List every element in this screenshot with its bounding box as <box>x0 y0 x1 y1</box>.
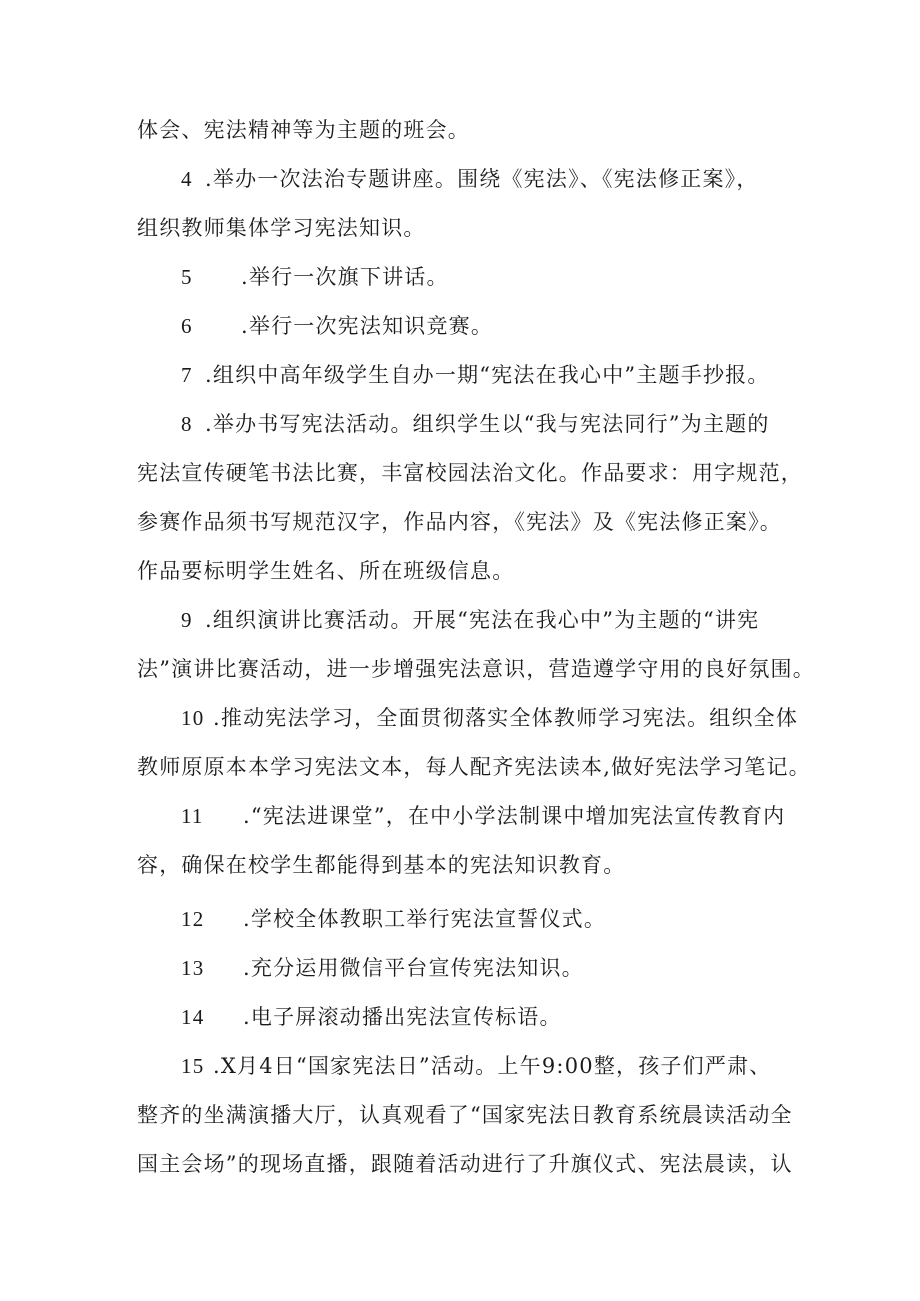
line-text: .充分运用微信平台宣传宪法知识。 <box>243 956 584 980</box>
list-item-line <box>181 1051 771 1081</box>
list-item-line <box>181 801 785 831</box>
line-text: .举办一次法治专题讲座。围绕《宪法》、《宪法修正案》， <box>205 167 759 191</box>
line-text: 体会、宪法精神等为主题的班会。 <box>137 118 470 142</box>
paragraph-line <box>137 1149 793 1179</box>
item-number: 5 <box>181 265 193 289</box>
list-item-line <box>181 164 759 194</box>
line-text: 教师原原本本学习宪法文本，每人配齐宪法读本,做好宪法学习笔记。 <box>137 755 811 779</box>
item-number: 10 <box>181 706 205 730</box>
item-number: 4 <box>181 167 193 191</box>
list-item-line <box>181 953 584 983</box>
line-text: 组织教师集体学习宪法知识。 <box>137 216 426 240</box>
line-text: 参赛作品须书写规范汉字，作品内容，《宪法》及《宪法修正案》。 <box>137 510 782 534</box>
item-number: 9 <box>181 608 193 632</box>
line-text: 国主会场”的现场直播，跟随着活动进行了升旗仪式、宪法晨读，认 <box>137 1152 793 1176</box>
line-text: .学校全体教职工举行宪法宣誓仪式。 <box>243 907 607 931</box>
item-number: 12 <box>181 907 205 931</box>
paragraph-line <box>137 654 815 684</box>
item-number: 14 <box>181 1005 205 1029</box>
line-text: .举行一次旗下讲话。 <box>241 265 449 289</box>
line-text: .推动宪法学习，全面贯彻落实全体教师学习宪法。组织全体 <box>213 706 799 730</box>
list-item-line <box>181 605 759 635</box>
line-text: 作品要标明学生姓名、所在班级信息。 <box>137 559 515 583</box>
line-text: .X月4日“国家宪法日”活动。上午9:00整，孩子们严肃、 <box>213 1054 772 1078</box>
line-text: 整齐的坐满演播大厅，认真观看了“国家宪法日教育系统晨读活动全 <box>137 1103 793 1127</box>
list-item-line <box>181 262 449 292</box>
line-text: .“宪法进课堂”，在中小学法制课中增加宪法宣传教育内 <box>243 804 786 828</box>
paragraph-line <box>137 507 782 537</box>
paragraph-line <box>137 213 426 243</box>
list-item-line <box>181 409 770 439</box>
item-number: 8 <box>181 412 193 436</box>
paragraph-line <box>137 458 803 488</box>
line-text: .组织中高年级学生自办一期“宪法在我心中”主题手抄报。 <box>205 363 770 387</box>
list-item-line <box>181 1002 562 1032</box>
line-text: 宪法宣传硬笔书法比赛，丰富校园法治文化。作品要求：用字规范， <box>137 461 803 485</box>
list-item-line <box>181 703 798 733</box>
paragraph-line <box>137 850 625 880</box>
item-number: 6 <box>181 314 193 338</box>
paragraph-line <box>137 556 514 586</box>
line-text: 容，确保在校学生都能得到基本的宪法知识教育。 <box>137 853 626 877</box>
item-number: 7 <box>181 363 193 387</box>
paragraph-line <box>137 1100 793 1130</box>
line-text: .电子屏滚动播出宪法宣传标语。 <box>243 1005 562 1029</box>
item-number: 15 <box>181 1054 205 1078</box>
line-text: .组织演讲比赛活动。开展“宪法在我心中”为主题的“讲宪 <box>205 608 760 632</box>
list-item-line <box>181 904 606 934</box>
paragraph-line <box>137 115 470 145</box>
line-text: 法”演讲比赛活动，进一步增强宪法意识，营造遵学守用的良好氛围。 <box>137 657 815 681</box>
item-number: 11 <box>181 804 204 828</box>
line-text: .举办书写宪法活动。组织学生以“我与宪法同行”为主题的 <box>205 412 770 436</box>
list-item-line <box>181 311 493 341</box>
paragraph-line <box>137 752 811 782</box>
line-text: .举行一次宪法知识竞赛。 <box>241 314 494 338</box>
item-number: 13 <box>181 956 205 980</box>
list-item-line <box>181 360 770 390</box>
